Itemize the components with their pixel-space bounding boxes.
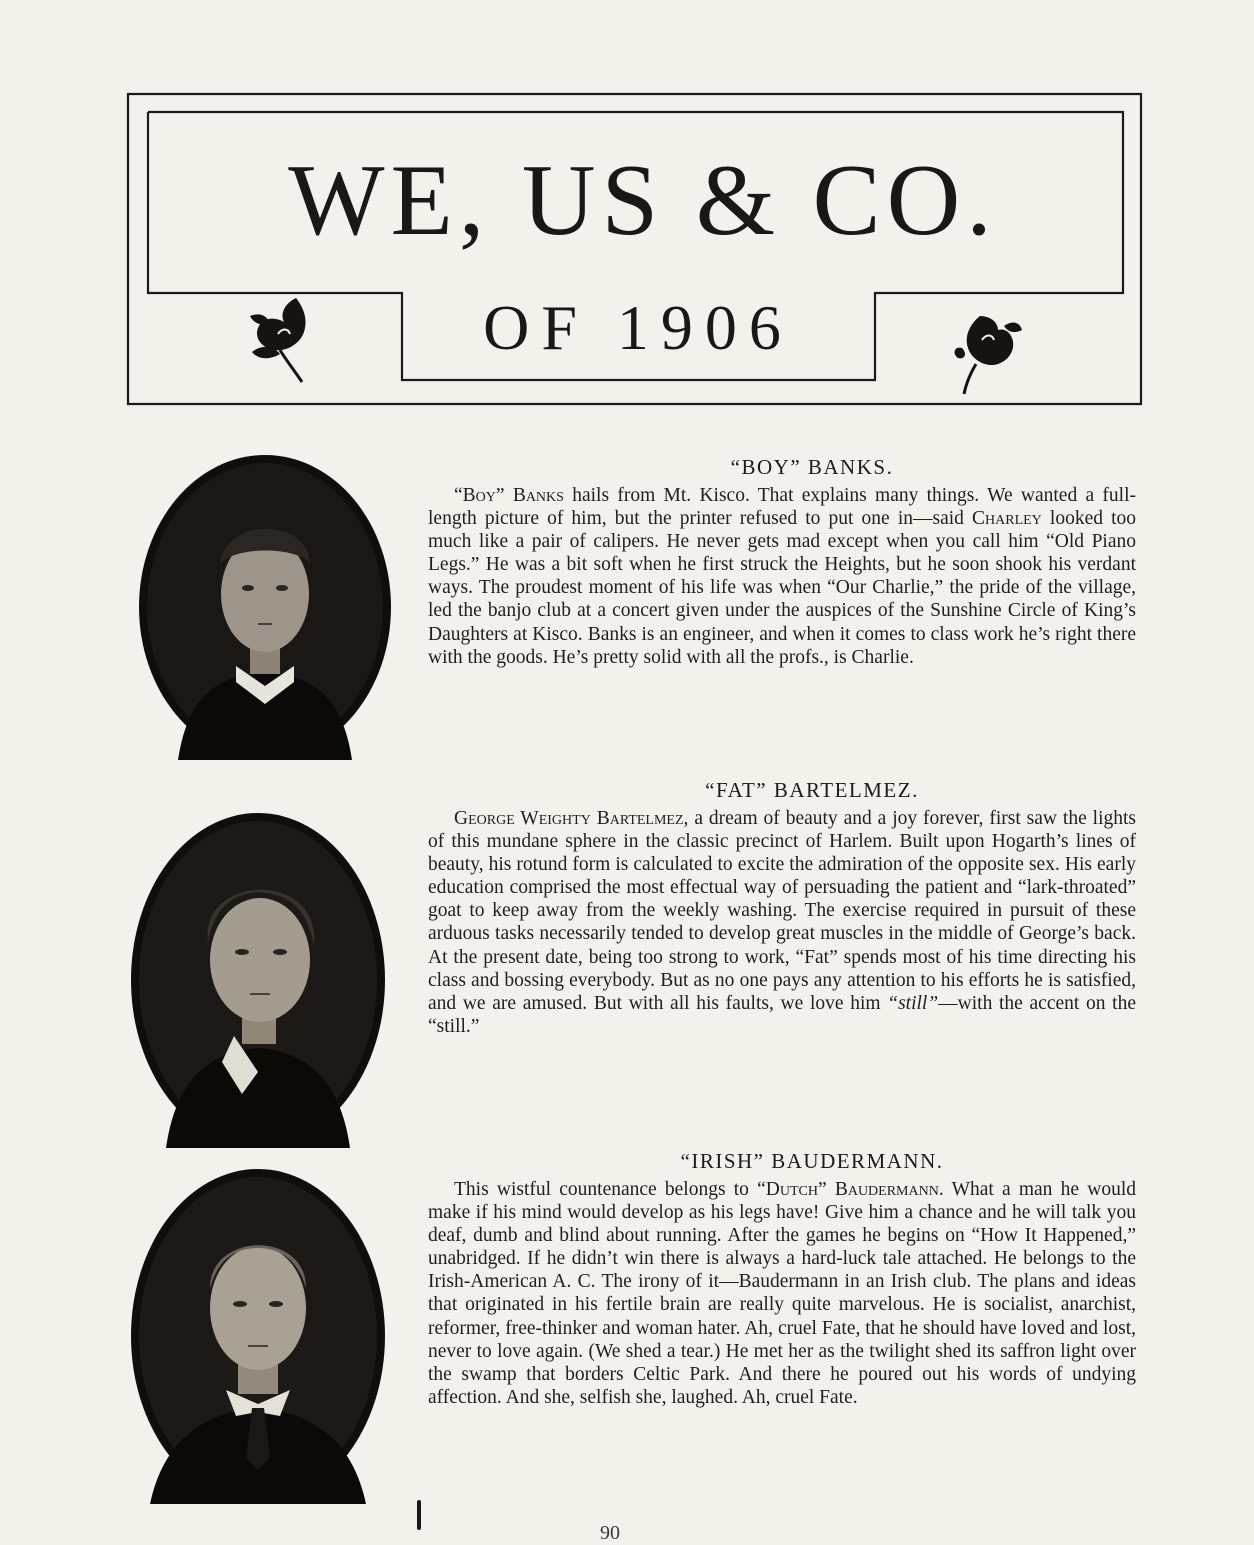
bio-baudermann xyxy=(428,1149,1136,1409)
bio-text-run: Charley xyxy=(972,508,1042,530)
page-number: 90 xyxy=(600,1522,620,1544)
bio-text xyxy=(428,807,1136,1038)
bio-bartelmez xyxy=(428,778,1136,1038)
bio-text-run: “Boy” Banks xyxy=(454,485,564,506)
bio-text-run: hails from Mt. Kisco. That explains many things. We wanted a full-length picture of him, but the printer refused to put one in—said xyxy=(428,485,1136,530)
bio-text-run: looked too much like a pair of calipers. He never gets mad except when you call him “Old Piano Legs.” He was a bit soft when he first struck the Heights, but he soon shook his verdant ways. The proudest moment of his life was when “Our Charlie,” the pride of the village, led the banjo club at a concert given under the auspices of the Sunshine Circle of King’s Daughters at Kisco. Banks is an engineer, and when it comes to class work he’s right there with the goods. He’s pretty solid with all the profs., is Charlie. xyxy=(428,508,1136,668)
portrait-banks xyxy=(138,454,392,760)
bio-text xyxy=(428,484,1136,669)
bio-text-run: —with the accent on the “still.” xyxy=(428,992,1136,1037)
bio-text-run: George Weighty Bartelmez xyxy=(454,808,684,829)
ink-mark xyxy=(417,1500,421,1530)
page-title: WE, US & CO. xyxy=(288,144,998,257)
portrait-bartelmez xyxy=(130,812,386,1148)
bio-heading: “FAT” BARTELMEZ. xyxy=(705,778,919,802)
bio-text-run: . What a man he would make if his mind would develop as his legs have! Give him a chance and he will talk you deaf, dumb and blind about running. After the games he begins on “How It Happened,” unabridged. If he didn’t win there is always a hard-luck tale attached. He belongs to the Irish-American A. C. The irony of it—Baudermann in an Irish club. The plans and ideas that originated in his fertile brain are really quite marvelous. He is socialist, anarchist, reformer, free-thinker and woman hater. Ah, cruel Fate, that he should have loved and lost, never to love again. (We shed a tear.) He met her as the twilight shed its saffron light over the swamp that borders Celtic Park. And there he poured out his words of undying affection. And she, selfish she, laughed. Ah, cruel Fate. xyxy=(428,1179,1136,1408)
bio-text xyxy=(428,1178,1136,1409)
tulip-ornament-left xyxy=(244,294,316,386)
bio-text-run: “Dutch” Baudermann xyxy=(757,1179,939,1200)
bio-banks xyxy=(428,455,1136,669)
bio-text-run: This wistful countenance belongs to xyxy=(454,1179,758,1200)
bio-heading: “BOY” BANKS. xyxy=(730,455,894,479)
tulip-ornament-right xyxy=(952,312,1024,396)
page-subtitle: OF 1906 xyxy=(483,292,793,363)
portrait-baudermann xyxy=(130,1168,386,1504)
bio-text-run: “still” xyxy=(887,992,939,1014)
bio-heading: “IRISH” BAUDERMANN. xyxy=(680,1149,944,1173)
bio-text-run: , a dream of beauty and a joy forever, first saw the lights of this mundane sphere in the classic precinct of Harlem. Built upon Hogarth’s lines of beauty, his rotund form is calculated to excite the admiration of the opposite sex. His early education comprised the most effectual way of persuading the patient and “lark-throated” goat to keep away from the weekly washing. The exercise required in pursuit of these arduous tasks necessarily tended to develop great muscles in the middle of George’s back. At the present date, being too strong to work, “Fat” spends most of his time directing his class and bossing everybody. But as no one pays any attention to his efforts he is satisfied, and we are amused. But with all his faults, we love him xyxy=(428,808,1136,1014)
